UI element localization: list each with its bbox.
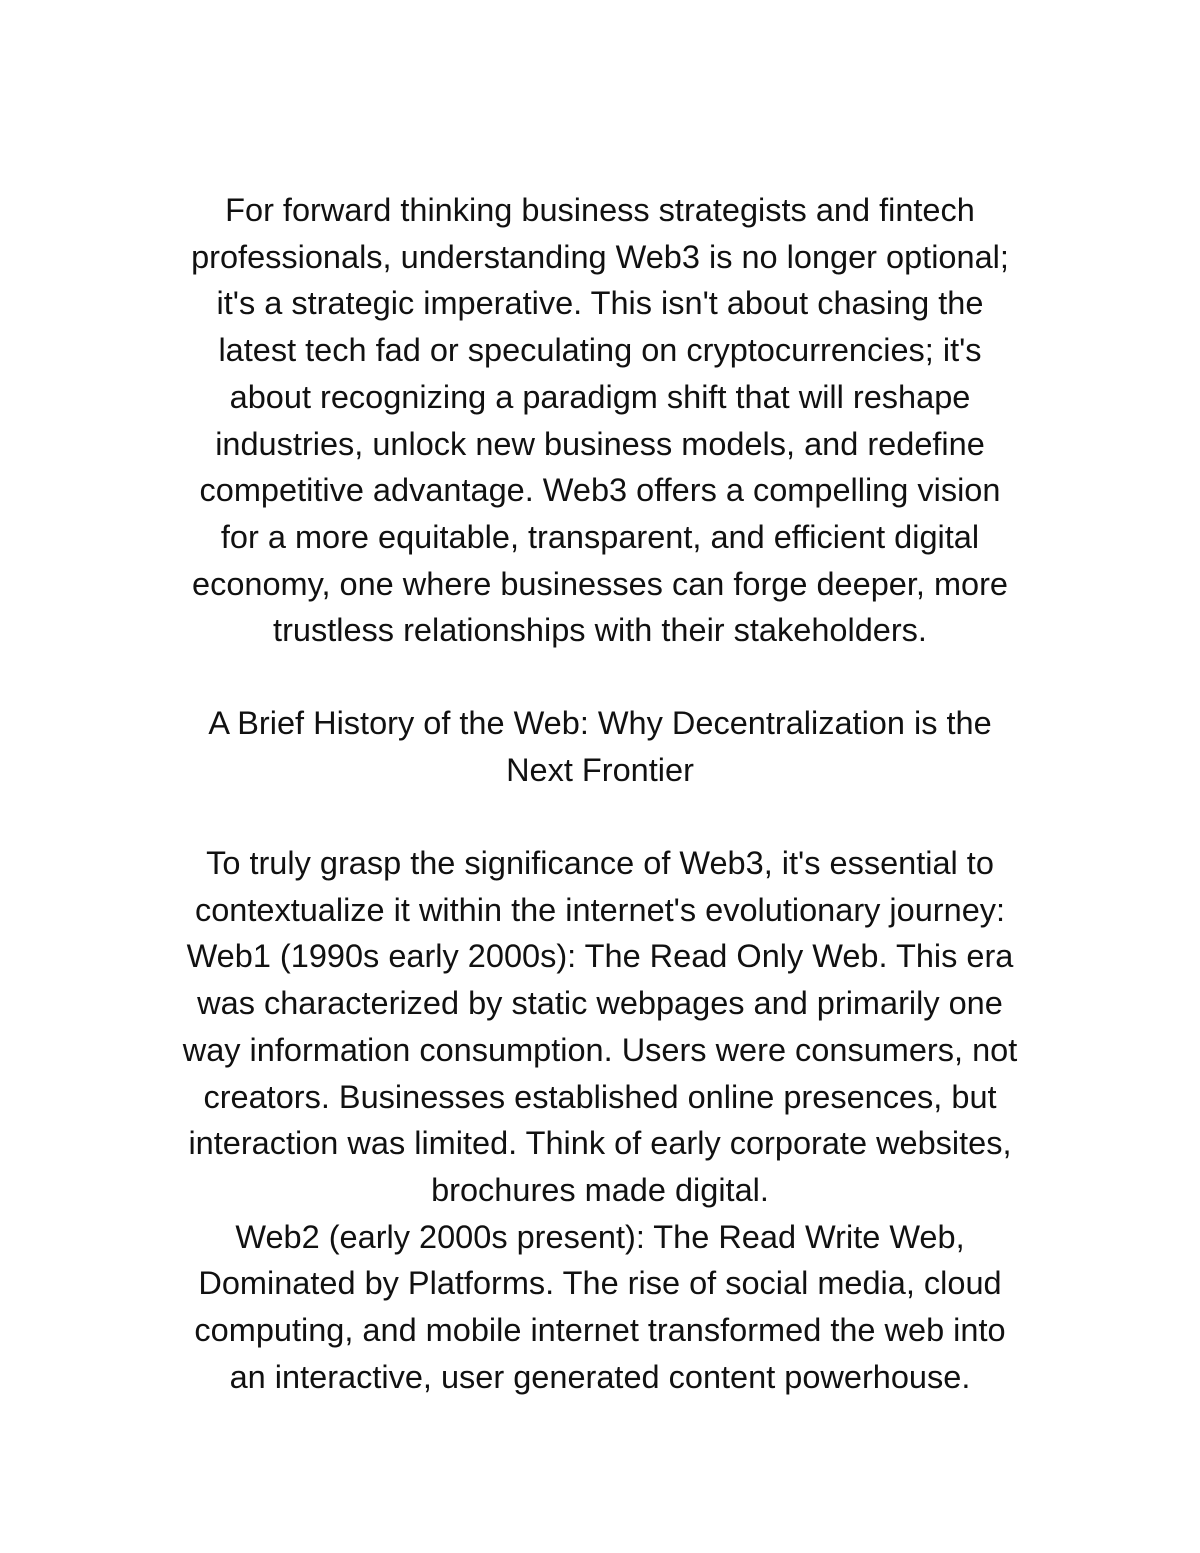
history-line: brochures made digital. — [431, 1171, 769, 1208]
intro-line: For forward thinking business strategists and fintech — [225, 192, 975, 228]
intro-line: industries, unlock new business models, and redefine — [215, 425, 985, 462]
history-line: was characterized by static webpages and primarily one — [197, 985, 1003, 1022]
heading-line: Next Frontier — [506, 751, 694, 788]
intro-line: professionals, understanding Web3 is no longer optional; — [191, 238, 1009, 275]
intro-line: it's a strategic imperative. This isn't about chasing the — [216, 285, 984, 322]
intro-line: economy, one where businesses can forge deeper, more — [192, 565, 1008, 602]
intro-line: latest tech fad or speculating on cryptocurrencies; it's — [218, 332, 982, 369]
intro-paragraph — [130, 187, 1070, 654]
section-heading — [130, 700, 1070, 793]
history-line: contextualize it within the internet's evolutionary journey: — [194, 891, 1006, 928]
intro-line: for a more equitable, transparent, and efficient digital — [220, 518, 980, 555]
intro-line: about recognizing a paradigm shift that will reshape — [229, 378, 971, 415]
heading-line: A Brief History of the Web: Why Decentralization is the — [208, 705, 992, 741]
history-line: Web1 (1990s early 2000s): The Read Only Web. This era — [186, 938, 1014, 975]
history-line: an interactive, user generated content powerhouse. — [229, 1358, 971, 1395]
history-line: To truly grasp the significance of Web3, it's essential to — [206, 845, 994, 881]
intro-line: competitive advantage. Web3 offers a compelling vision — [199, 472, 1001, 509]
history-line: Web2 (early 2000s present): The Read Write Web, — [235, 1218, 965, 1255]
intro-line: trustless relationships with their stakeholders. — [273, 612, 927, 649]
history-line: Dominated by Platforms. The rise of social media, cloud — [198, 1265, 1002, 1302]
history-paragraph — [130, 840, 1070, 1400]
history-line: creators. Businesses established online presences, but — [203, 1078, 997, 1115]
history-line: computing, and mobile internet transformed the web into — [194, 1312, 1006, 1349]
history-line: interaction was limited. Think of early corporate websites, — [188, 1125, 1012, 1162]
history-line: way information consumption. Users were consumers, not — [182, 1031, 1018, 1068]
